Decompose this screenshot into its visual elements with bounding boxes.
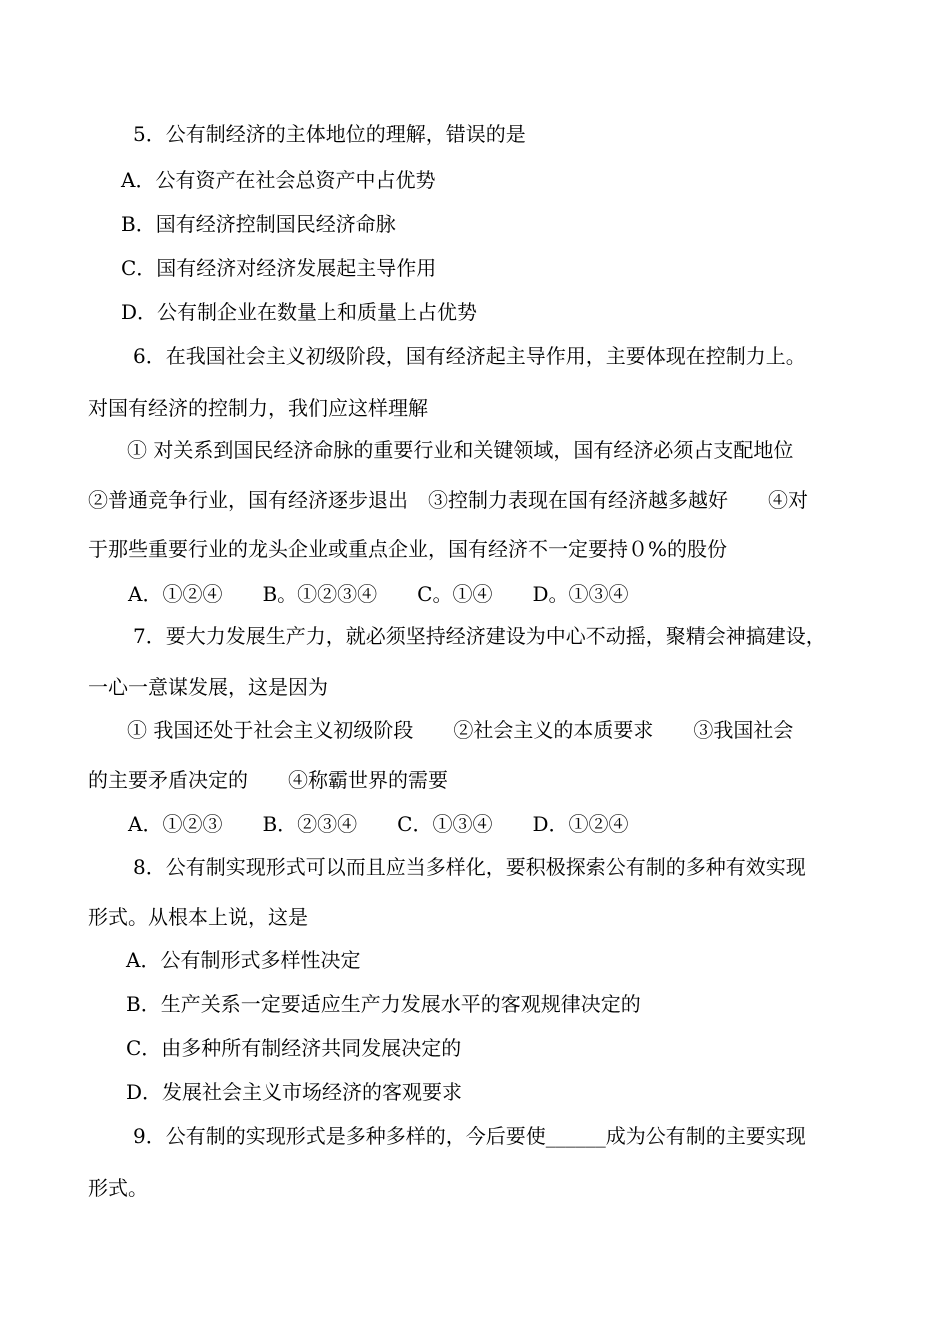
question-8-stem-line1: 8．公有制实现形式可以而且应当多样化，要积极探索公有制的多种有效实现 [133,855,806,879]
question-6-stem-line1: 6．在我国社会主义初级阶段，国有经济起主导作用，主要体现在控制力上。 [133,344,806,368]
q6-statement-line1: ① 对关系到国民经济命脉的重要行业和关键领域，国有经济必须占支配地位 [127,438,794,462]
question-7-stem-line1: 7．要大力发展生产力，就必须坚持经济建设为中心不动摇，聚精会神搞建设， [133,624,826,648]
q6-statement-line3: 于那些重要行业的龙头企业或重点企业，国有经济不一定要持０%的股份 [88,537,728,561]
q7-statement-line2: 的主要矛盾决定的 ④称霸世界的需要 [88,768,448,792]
q8-option-c: C．由多种所有制经济共同发展决定的 [126,1036,462,1060]
question-5-stem: 5．公有制经济的主体地位的理解，错误的是 [133,122,526,146]
q6-statement-line2: ②普通竞争行业，国有经济逐步退出 ③控制力表现在国有经济越多越好 ④对 [88,488,808,512]
question-9-stem-line2: 形式。 [88,1176,148,1200]
question-9-stem-line1: 9．公有制的实现形式是多种多样的，今后要使______成为公有制的主要实现 [133,1124,806,1148]
q8-option-d: D．发展社会主义市场经济的客观要求 [126,1080,463,1104]
q5-option-c: C．国有经济对经济发展起主导作用 [121,256,437,280]
q6-options: A．①②④ B。①②③④ C。①④ D。①③④ [128,582,629,606]
q7-options: A．①②③ B．②③④ C．①③④ D．①②④ [128,812,629,836]
q7-statement-line1: ① 我国还处于社会主义初级阶段 ②社会主义的本质要求 ③我国社会 [127,718,794,742]
q8-option-a: A．公有制形式多样性决定 [126,948,361,972]
question-6-stem-line2: 对国有经济的控制力，我们应这样理解 [88,396,428,420]
q8-option-b: B．生产关系一定要适应生产力发展水平的客观规律决定的 [126,992,641,1016]
question-8-stem-line2: 形式。从根本上说，这是 [88,905,308,929]
q5-option-b: B．国有经济控制国民经济命脉 [121,212,396,236]
question-7-stem-line2: 一心一意谋发展，这是因为 [88,675,328,699]
q5-option-a: A．公有资产在社会总资产中占优势 [121,168,436,192]
q5-option-d: D．公有制企业在数量上和质量上占优势 [121,300,478,324]
